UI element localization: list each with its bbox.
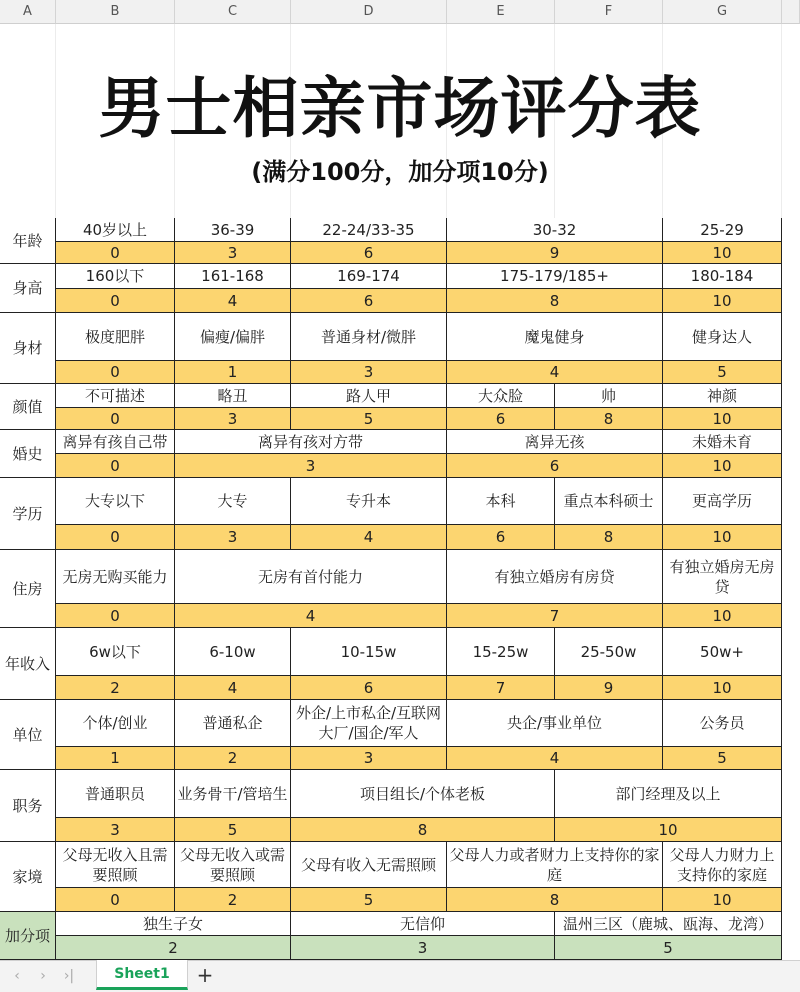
criterion-option[interactable]: 极度肥胖 (56, 313, 175, 361)
column-header-d[interactable]: D (291, 0, 447, 24)
criterion-option[interactable]: 普通职员 (56, 770, 175, 818)
row-label-9: 单位 (0, 700, 56, 770)
criterion-option[interactable]: 无房无购买能力 (56, 550, 175, 604)
score-cell[interactable]: 7 (447, 604, 663, 628)
score-cell[interactable]: 4 (447, 361, 663, 384)
column-header-c[interactable]: C (175, 0, 291, 24)
criterion-option[interactable]: 央企/事业单位 (447, 700, 663, 747)
score-cell[interactable]: 2 (175, 888, 291, 912)
criterion-option[interactable]: 公务员 (663, 700, 782, 747)
score-cell[interactable]: 6 (291, 676, 447, 700)
score-cell[interactable]: 0 (56, 525, 175, 550)
score-cell[interactable]: 10 (663, 454, 782, 478)
criterion-option[interactable]: 父母人力财力上支持你的家庭 (663, 842, 782, 888)
score-cell[interactable]: 10 (663, 525, 782, 550)
criterion-option[interactable]: 离异有孩对方带 (175, 430, 447, 454)
criterion-option[interactable]: 25-50w (555, 628, 663, 676)
criterion-option[interactable]: 普通私企 (175, 700, 291, 747)
score-cell[interactable]: 0 (56, 289, 175, 313)
score-cell[interactable]: 8 (447, 888, 663, 912)
criterion-option[interactable]: 50w+ (663, 628, 782, 676)
score-cell[interactable]: 6 (447, 454, 663, 478)
criterion-option[interactable]: 169-174 (291, 264, 447, 289)
criterion-option[interactable]: 帅 (555, 384, 663, 408)
criterion-option[interactable]: 22-24/33-35 (291, 218, 447, 242)
criterion-option[interactable]: 大众脸 (447, 384, 555, 408)
criterion-option[interactable]: 普通身材/微胖 (291, 313, 447, 361)
criterion-option[interactable]: 部门经理及以上 (555, 770, 782, 818)
score-cell[interactable]: 10 (663, 888, 782, 912)
criterion-option[interactable]: 项目组长/个体老板 (291, 770, 555, 818)
score-cell[interactable]: 0 (56, 361, 175, 384)
criterion-option[interactable]: 专升本 (291, 478, 447, 525)
column-header-b[interactable]: B (56, 0, 175, 24)
score-cell[interactable]: 9 (555, 676, 663, 700)
score-cell[interactable]: 6 (291, 289, 447, 313)
criterion-option[interactable]: 大专以下 (56, 478, 175, 525)
criterion-option[interactable]: 有独立婚房无房贷 (663, 550, 782, 604)
score-cell[interactable]: 4 (175, 604, 447, 628)
score-cell[interactable]: 10 (663, 676, 782, 700)
score-cell[interactable]: 8 (291, 818, 555, 842)
score-cell[interactable]: 0 (56, 604, 175, 628)
score-cell[interactable]: 10 (663, 242, 782, 264)
score-cell[interactable]: 3 (175, 525, 291, 550)
criterion-option[interactable]: 大专 (175, 478, 291, 525)
row-label-2: 身高 (0, 264, 56, 313)
score-cell[interactable]: 6 (291, 242, 447, 264)
sheet-title: 男士相亲市场评分表 (98, 70, 702, 147)
column-header-g[interactable]: G (663, 0, 782, 24)
prev-sheet-icon[interactable]: › (40, 968, 46, 984)
criterion-option[interactable]: 180-184 (663, 264, 782, 289)
bonus-option[interactable]: 独生子女 (56, 912, 291, 936)
score-cell[interactable]: 8 (447, 289, 663, 313)
criterion-option[interactable]: 30-32 (447, 218, 663, 242)
score-cell[interactable]: 7 (447, 676, 555, 700)
row-label-1: 年龄 (0, 218, 56, 264)
score-cell[interactable]: 4 (175, 289, 291, 313)
row-label-6: 学历 (0, 478, 56, 550)
score-cell[interactable]: 3 (175, 242, 291, 264)
criterion-option[interactable]: 略丑 (175, 384, 291, 408)
row-label-3: 身材 (0, 313, 56, 384)
row-label-10: 职务 (0, 770, 56, 842)
column-header-a[interactable]: A (0, 0, 56, 24)
score-cell[interactable]: 0 (56, 888, 175, 912)
score-cell[interactable]: 10 (663, 604, 782, 628)
criterion-option[interactable]: 6w以下 (56, 628, 175, 676)
criterion-option[interactable]: 神颜 (663, 384, 782, 408)
criterion-option[interactable]: 36-39 (175, 218, 291, 242)
criterion-option[interactable]: 6-10w (175, 628, 291, 676)
score-cell[interactable]: 0 (56, 454, 175, 478)
row-label-8: 年收入 (0, 628, 56, 700)
criterion-option[interactable]: 偏瘦/偏胖 (175, 313, 291, 361)
criterion-option[interactable]: 离异有孩自己带 (56, 430, 175, 454)
add-sheet-icon[interactable]: + (196, 963, 214, 987)
score-cell[interactable]: 3 (291, 361, 447, 384)
criterion-option[interactable]: 本科 (447, 478, 555, 525)
score-cell[interactable]: 5 (663, 747, 782, 770)
criterion-option[interactable]: 未婚未育 (663, 430, 782, 454)
bonus-score-cell[interactable]: 3 (291, 936, 555, 960)
score-cell[interactable]: 6 (447, 525, 555, 550)
criterion-option[interactable]: 160以下 (56, 264, 175, 289)
criterion-option[interactable]: 个体/创业 (56, 700, 175, 747)
criterion-option[interactable]: 有独立婚房有房贷 (447, 550, 663, 604)
criterion-option[interactable]: 业务骨干/管培生 (175, 770, 291, 818)
row-label-11: 家境 (0, 842, 56, 912)
column-header-e[interactable]: E (447, 0, 555, 24)
score-cell[interactable]: 3 (291, 747, 447, 770)
criterion-option[interactable]: 175-179/185+ (447, 264, 663, 289)
score-cell[interactable]: 4 (175, 676, 291, 700)
score-cell[interactable]: 5 (663, 361, 782, 384)
bonus-score-cell[interactable]: 5 (555, 936, 782, 960)
criterion-option[interactable]: 25-29 (663, 218, 782, 242)
score-cell[interactable]: 8 (555, 408, 663, 430)
criterion-option[interactable]: 父母人力或者财力上支持你的家庭 (447, 842, 663, 888)
score-cell[interactable]: 1 (56, 747, 175, 770)
criterion-option[interactable]: 10-15w (291, 628, 447, 676)
score-cell[interactable]: 4 (447, 747, 663, 770)
sheet-tab-sheet1[interactable]: Sheet1 (96, 960, 188, 990)
criterion-option[interactable]: 健身达人 (663, 313, 782, 361)
score-cell[interactable]: 3 (175, 454, 447, 478)
criterion-option[interactable]: 外企/上市私企/互联网大厂/国企/军人 (291, 700, 447, 747)
score-cell[interactable]: 5 (175, 818, 291, 842)
criterion-option[interactable]: 无房有首付能力 (175, 550, 447, 604)
score-cell[interactable]: 3 (175, 408, 291, 430)
score-cell[interactable]: 3 (56, 818, 175, 842)
score-cell[interactable]: 10 (555, 818, 782, 842)
row-label-bonus: 加分项 (0, 912, 56, 960)
criterion-option[interactable]: 父母无收入或需要照顾 (175, 842, 291, 888)
score-cell[interactable]: 10 (663, 408, 782, 430)
criterion-option[interactable]: 不可描述 (56, 384, 175, 408)
row-label-7: 住房 (0, 550, 56, 628)
criterion-option[interactable]: 父母无收入且需要照顾 (56, 842, 175, 888)
criterion-option[interactable]: 魔鬼健身 (447, 313, 663, 361)
score-cell[interactable]: 9 (447, 242, 663, 264)
last-sheet-icon[interactable]: ›| (63, 968, 75, 984)
sheet-subtitle: (满分100分，加分项10分) (251, 158, 549, 186)
score-cell[interactable]: 10 (663, 289, 782, 313)
score-cell[interactable]: 2 (56, 676, 175, 700)
bonus-option[interactable]: 温州三区（鹿城、瓯海、龙湾） (555, 912, 782, 936)
sheet-tab-bar (0, 960, 800, 992)
row-label-5: 婚史 (0, 430, 56, 478)
first-sheet-icon[interactable]: ‹ (14, 968, 20, 984)
criterion-option[interactable]: 40岁以上 (56, 218, 175, 242)
column-header-f[interactable]: F (555, 0, 663, 24)
criterion-option[interactable]: 更高学历 (663, 478, 782, 525)
criterion-option[interactable]: 离异无孩 (447, 430, 663, 454)
column-header-blank (782, 0, 800, 24)
score-cell[interactable]: 1 (175, 361, 291, 384)
bonus-option[interactable]: 无信仰 (291, 912, 555, 936)
row-label-4: 颜值 (0, 384, 56, 430)
score-cell[interactable]: 8 (555, 525, 663, 550)
score-cell[interactable]: 5 (291, 888, 447, 912)
criterion-option[interactable]: 重点本科硕士 (555, 478, 663, 525)
criterion-option[interactable]: 161-168 (175, 264, 291, 289)
score-cell[interactable]: 0 (56, 242, 175, 264)
criterion-option[interactable]: 父母有收入无需照顾 (291, 842, 447, 888)
criterion-option[interactable]: 15-25w (447, 628, 555, 676)
criterion-option[interactable]: 路人甲 (291, 384, 447, 408)
score-cell[interactable]: 2 (175, 747, 291, 770)
score-cell[interactable]: 5 (291, 408, 447, 430)
score-cell[interactable]: 4 (291, 525, 447, 550)
score-cell[interactable]: 6 (447, 408, 555, 430)
bonus-score-cell[interactable]: 2 (56, 936, 291, 960)
score-cell[interactable]: 0 (56, 408, 175, 430)
